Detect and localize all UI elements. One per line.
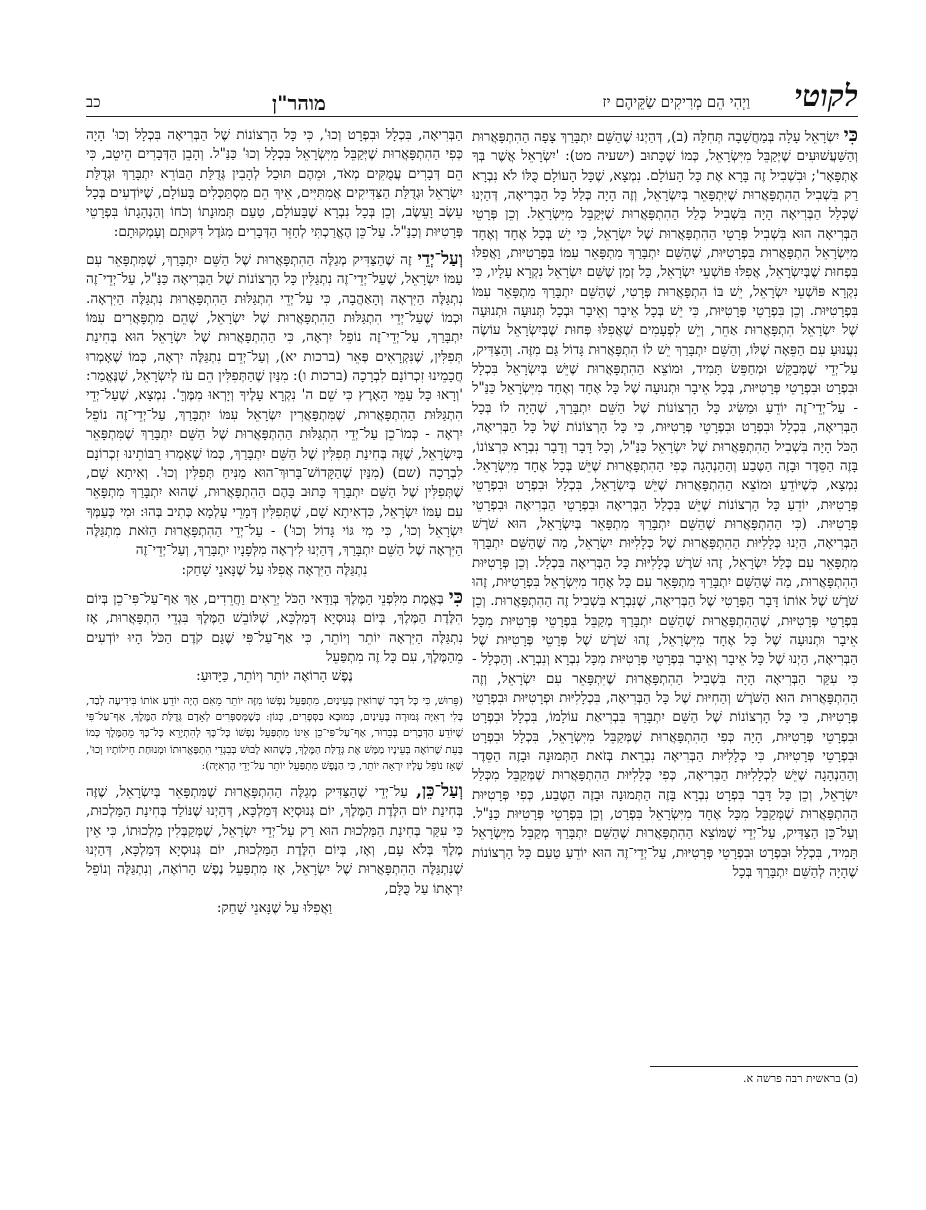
left-column bbox=[86, 126, 463, 1091]
paragraph-text: עַל־יְדֵי שֶׁהַצַּדִּיק מְגַלֶּה הַהִתְפָּאֲרוּת שֶׁמִּתְפָּאֵר בְּיִשְׂרָאֵל, שֶׁזֶּה בְּחִינַת יוֹם הִלֶּדֶת הַמֶּלֶךְ, יוֹם גְּנוּסְיָא דְּמַלְכָּא, דְּהַיְנוּ שֶׁנּוֹלַד בְּחִינַת הַמַּלְכוּת, כִּי עִקַּר בְּחִינַת הַמַּלְכוּת הוּא רַק עַל־יְדֵי יִשְׂרָאֵל, שֶׁמְּקַבְּלִין מַלְכוּתוֹ, כִּי אֵין מֶלֶךְ בְּלֹא עָם, וְאָז, בְּיוֹם הִלֶּדֶת הַמַּלְכוּת, יוֹם גְּנוּסְיָא דְּמַלְכָּא, דְּהַיְנוּ שֶׁנִּתְגַּלֶּה הַהִתְפָּאֲרוּת שֶׁל יִשְׂרָאֵל, אָז מִתְפַּעֵל נֶפֶשׁ הָרוֹאֶה, וְנִתְגַּלֶּה וְנוֹפֵל יִרְאָתוֹ עַל כֻּלָּם, bbox=[86, 784, 463, 897]
right-column bbox=[472, 126, 858, 1062]
book-title: לקוטי bbox=[794, 79, 858, 114]
header-rule bbox=[86, 116, 858, 117]
explanatory-note: (פֵּרוּשׁ, כִּי כָּל דָּבָר שֶׁרוֹאִין בְּעֵינַיִם, מִתְפַּעֵל נַפְשׁוֹ מִזֶּה יוֹתֵר מֵאִם הָיָה יוֹדֵעַ אוֹתוֹ בִּידִיעָה לְבַד, בְּלִי רְאִיָּה גְּמוּרָה בָּעֵינַיִם, כְּמוּבָא בַּסְּפָרִים, כְּגוֹן: כְּשֶׁמְּסַפְּרִים לְאָדָם גְּדֻלַּת הַמֶּלֶךְ, אַף־עַל־פִּי שֶׁיּוֹדֵעַ הַדְּבָרִים בְּבֵרוּר, אַף־עַל־פִּי־כֵן אֵינוֹ מִתְפַּעֵל נַפְשׁוֹ כָּל־כָּךְ לְהִתְיָרֵא כָּל־כָּךְ מֵהַמֶּלֶךְ כְּמוֹ בְּעֵת שֶׁרוֹאֶה בְּעֵינָיו מַמָּשׁ אֶת גְּדֻלַּת הַמֶּלֶךְ, כְּשֶׁהוּא לָבוּשׁ בְּבִגְדֵי הִתְפָּאֲרוּתוֹ וּמְנוּחַת חֵילוֹתָיו וְכוּ', שֶׁאָז נוֹפֵל עָלָיו יִרְאָה יוֹתֵר, כִּי הַנֶּפֶשׁ מִתְפַּעֵל יוֹתֵר עַל־יְדֵי הָרְאִיָּה): bbox=[86, 694, 463, 772]
running-head: וַיְהִי הֵם מְרִיקִים שַׂקֵּיהֶם יז bbox=[602, 93, 750, 111]
paragraph bbox=[86, 585, 463, 667]
paragraph-closing-line: וַאֲפִלּוּ עַל שֶׁנָּאנֵי שָׁחַק: bbox=[216, 900, 333, 917]
paragraph-text: יִשְׂרָאֵל עָלָה בְּמַחֲשָׁבָה תְּחִלָּה (ב), דְּהַיְנוּ שֶׁהַשֵּׁם יִתְבָּרַךְ צָפָה הַהִתְפָּאֲרוּת וְהַשַּׁעֲשׁוּעִים שֶׁיְּקַבֵּל מִיִּשְׂרָאֵל, כְּמוֹ שֶׁכָּתוּב (ישעיה מט): 'יִשְׂרָאֵל אֲשֶׁר בְּךָ אֶתְפָּאָר'; וּבִשְׁבִיל זֶה בָּרָא אֶת כָּל הָעוֹלָם. נִמְצָא, שֶׁכָּל הָעוֹלָם כֻּלּוֹ לֹא נִבְרָא רַק בִּשְׁבִיל הַהִתְפָּאֲרוּת שֶׁיִּתְפָּאֵר בְּיִשְׂרָאֵל, וְזֶה הָיָה כְּלַל כָּל הַבְּרִיאָה, דְּהַיְנוּ שֶׁכְּלַל הַבְּרִיאָה הָיָה בִּשְׁבִיל כְּלַל הַהִתְפָּאֲרוּת שֶׁיְּקַבֵּל מִיִּשְׂרָאֵל. וְכֵן פְּרָטֵי הַבְּרִיאָה הוּא בִּשְׁבִיל פְּרָטֵי הַהִתְפָּאֲרוּת שֶׁל יִשְׂרָאֵל, כִּי יֵשׁ בְּכָל אֶחָד וְאֶחָד מִיִּשְׂרָאֵל הִתְפָּאֲרוּת בִּפְרָטִיּוּת, שֶׁהַשֵּׁם יִתְבָּרַךְ מִתְפָּאֵר עִמּוֹ בִּפְרָטִיּוּת, וַאֲפִלּוּ בִּפְחוּת שֶׁבְּיִשְׂרָאֵל, אֲפִלּוּ פּוֹשְׁעֵי יִשְׂרָאֵל, כָּל זְמַן שֶׁשֵּׁם יִשְׂרָאֵל נִקְרָא עָלָיו, כִּי נִקְרָא פּוֹשְׁעֵי יִשְׂרָאֵל, יֵשׁ בּוֹ הִתְפָּאֲרוּת פְּרָטִי, שֶׁהַשֵּׁם יִתְבָּרַךְ מִתְפָּאֵר עִמּוֹ בִּפְרָטִיּוּת. וְכֵן בִּפְרָטֵי פְּרָטִיּוּת, כִּי יֵשׁ בְּכָל אֵיבָר וְאֵיבָר וּבְכָל תְּנוּעָה וּתְנוּעָה שֶׁל יִשְׂרָאֵל הִתְפָּאֲרוּת אַחֵר, וְיֵשׁ לִפְעָמִים שֶׁאֲפִלּוּ פְּחוּת שֶׁבְּיִשְׂרָאֵל עוֹשֶׂה נִעֲנוּעַ עִם הַפֵּאָה שֶׁלּוֹ, וְהַשֵּׁם יִתְבָּרַךְ יֵשׁ לוֹ הִתְפָּאֲרוּת גָּדוֹל גַּם מִזֶּה. וְהַצַּדִּיק, עַל־יְדֵי שֶׁמְּבַקֵּשׁ וּמְחַפֵּשׂ תָּמִיד, וּמוֹצֵא הַהִתְפָּאֲרוּת שֶׁיֵּשׁ בְּיִשְׂרָאֵל בִּכְלָל וּבִפְרָט וּבִפְרָטֵי פְּרָטִיּוּת, בְּכָל אֵיבָר וּתְנוּעָה שֶׁל כָּל אֶחָד וְאֶחָד מִיִּשְׂרָאֵל כַּנַּ"ל - עַל־יְדֵי־זֶה יוֹדֵעַ וּמַשִּׂיג כָּל הָרְצוֹנוֹת שֶׁל הַשֵּׁם יִתְבָּרַךְ, שֶׁהָיָה לוֹ בְּכָל הַבְּרִיאָה, בִּכְלָל וּבִפְרָט וּבִפְרָטֵי פְּרָטִיּוּת, כִּי כָּל הָרְצוֹנוֹת שֶׁל כָּל הַבְּרִיאָה, הַכֹּל הָיָה בִּשְׁבִיל הַהִתְפָּאֲרוּת שֶׁל יִשְׂרָאֵל כַּנַּ"ל, וְכָל דָּבָר וְדָבָר נִבְרָא כִּרְצוֹנוֹ, בָּזֶה הַסֵּדֶר וּבָזֶה הַטֶּבַע וְהַהַנְהָגָה כְּפִי הַהִתְפָּאֲרוּת שֶׁיֵּשׁ בְּכָל אֶחָד מִיִּשְׂרָאֵל. נִמְצָא, כְּשֶׁיּוֹדֵעַ וּמוֹצֵא הַהִתְפָּאֲרוּת שֶׁיֵּשׁ בְּיִשְׂרָאֵל, בִּכְלָל וּבִפְרָט וּבִפְרָטֵי פְּרָטִיּוּת, יוֹדֵעַ כָּל הָרְצוֹנוֹת שֶׁיֵּשׁ בִּכְלַל הַבְּרִיאָה וּבִפְרָטֵי הַבְּרִיאָה וּבִפְרָטֵי פְּרָטִיּוּת. (כִּי הַהִתְפָּאֲרוּת שֶׁהַשֵּׁם יִתְבָּרַךְ מִתְפָּאֵר בְּיִשְׂרָאֵל, הוּא שֹׁרֶשׁ הַבְּרִיאָה, הַיְנוּ כְּלָלִיּוּת הַהִתְפָּאֲרוּת שֶׁל כְּלָלִיּוּת יִשְׂרָאֵל, מַה שֶּׁהַשֵּׁם יִתְבָּרַךְ מִתְפָּאֵר עִם כְּלַל יִשְׂרָאֵל, זֶהוּ שֹׁרֶשׁ כְּלָלִיּוּת כָּל הַבְּרִיאָה בִּכְלָל. וְכֵן פְּרָטִיּוּת הַהִתְפָּאֲרוּת, מַה שֶּׁהַשֵּׁם יִתְבָּרַךְ מִתְפָּאֵר עִם כָּל אֶחָד מִיִּשְׂרָאֵל בִּפְרָטִיּוּת, זֶהוּ שֹׁרֶשׁ שֶׁל אוֹתוֹ דָּבָר הַפְּרָטִי שֶׁל הַבְּרִיאָה, שֶׁנִּבְרָא בִּשְׁבִיל זֶה הַהִתְפָּאֲרוּת. וְכֵן בִּפְרָטֵי פְּרָטִיּוּת, שֶׁהַהִתְפָּאֲרוּת שֶׁהַשֵּׁם יִתְבָּרַךְ מְקַבֵּל בִּפְרָטֵי פְּרָטִיּוּת מִכָּל אֵיבָר וּתְנוּעָה שֶׁל כָּל אֶחָד מִיִּשְׂרָאֵל, זֶהוּ שֹׁרֶשׁ שֶׁל פְּרָטֵי פְּרָטִיּוּת שֶׁל הַבְּרִיאָה, הַיְנוּ שֶׁל כָּל אֵיבָר וְאֵיבָר בִּפְרָטֵי פְּרָטִיּוּת מִכָּל נִבְרָא וְנִבְרָא. וְהַכְּלָל - כִּי עִקַּר הַבְּרִיאָה הָיָה בִּשְׁבִיל הַהִתְפָּאֲרוּת שֶׁיִּתְפָּאֵר עִם יִשְׂרָאֵל, וְזֶה הַהִתְפָּאֲרוּת הוּא הַשֹּׁרֶשׁ וְהַחִיּוּת שֶׁל כָּל הַבְּרִיאָה, בִּכְלָלִיּוּת וּפְרָטִיּוּת וּבִפְרָטֵי פְּרָטִיּוּת, כִּי כָּל הָרְצוֹנוֹת שֶׁל הַשֵּׁם יִתְבָּרַךְ בִּבְרִיאַת עוֹלָמוֹ, בִּכְלָל וּבִפְרָט וּבִפְרָטֵי פְּרָטִיּוּת, הָיָה כְּפִי הַהִתְפָּאֲרוּת שֶׁמְּקַבֵּל מִיִּשְׂרָאֵל, בִּכְלָל וּבִפְרָט וּבִפְרָטֵי פְּרָטִיּוּת, כִּי כְּלָלִיּוּת הַבְּרִיאָה נִבְרֵאת בְּזֹאת הַתְּמוּנָה וּבָזֶה הַסֵּדֶר וְהַהַנְהָגָה שֶׁיֵּשׁ לִכְלָלִיּוּת הַבְּרִיאָה, כְּפִי כְּלָלִיּוּת הַהִתְפָּאֲרוּת שֶׁמְּקַבֵּל מִכְּלַל יִשְׂרָאֵל, וְכֵן כָּל דָּבָר בִּפְרָט נִבְרָא בָּזֶה הַתְּמוּנָה וּבָזֶה הַטֶּבַע, כְּפִי פְּרָטִיּוּת הַהִתְפָּאֲרוּת שֶׁמְּקַבֵּל מִכָּל אֶחָד מִיִּשְׂרָאֵל בִּפְרָט, וְכֵן בִּפְרָטֵי פְּרָטִיּוּת כַּנַּ"ל. וְעַל־כֵּן הַצַּדִּיק, עַל־יְדֵי שֶׁמּוֹצֵא הַהִתְפָּאֲרוּת שֶׁהַשֵּׁם יִתְבָּרַךְ מְקַבֵּל מִיִּשְׂרָאֵל תָּמִיד, בִּכְלָל וּבִפְרָט וּבִפְרָטֵי פְּרָטִיּוּת, עַל־יְדֵי־זֶה הוּא יוֹדֵעַ טַעַם כָּל הָרְצוֹנוֹת שֶׁהָיָה לְהַשֵּׁם יִתְבָּרַךְ בְּכָל bbox=[472, 129, 858, 881]
section-lead-word: וְעַל־יְדֵי bbox=[417, 249, 463, 270]
section-lead-word: כִּי bbox=[448, 585, 463, 608]
section-lead-word: וְעַל־כֵּן, bbox=[416, 781, 463, 802]
paragraph: הַבְּרִיאָה, בִּכְלָל וּבִפְרָט וְכוּ', כִּי כָּל הָרְצוֹנוֹת שֶׁל הַבְּרִיאָה בִּכְלָל וְכוּ' הָיָה כְּפִי הַהִתְפָּאֲרוּת שֶׁיְּקַבֵּל מִיִּשְׂרָאֵל בִּכְלָל וְכוּ' כַּנַּ"ל. וְהָבֵן הַדְּבָרִים הֵיטֵב, כִּי הֵם דְּבָרִים עֲמֻקִּים מְאֹד, וּמֵהֶם תּוּכַל לְהָבִין גְּדֻלַּת הַבּוֹרֵא יִתְבָּרַךְ וּגְדֻלַּת יִשְׂרָאֵל וּגְדֻלַּת הַצַּדִּיקִים אֲמִתִּיִּים, אֵיךְ הֵם מִסְתַּכְּלִים בָּעוֹלָם, שֶׁיּוֹדְעִים בְּכָל עֵשֶׂב וָעֵשֶׂב, וְכֵן בְּכָל נִבְרָא שֶׁבָּעוֹלָם, טַעַם תְּמוּנָתוֹ וְכֹחוֹ וְהַנְהָגָתוֹ בִּפְרָטֵי פְּרָטִיּוּת וְכַנַּ"ל. עַל־כֵּן הֶאֱרַכְתִּי לְחַזֵּר הַדְּבָרִים מִגֹּדֶל דִּקּוּתָם וְעָמְקוּתָם: bbox=[86, 127, 463, 240]
paragraph-closing-line: נִתְגַּלֶּה הַיִּרְאָה אֲפִלּוּ עַל שֶׁנָּאנֵי שָׁחַק: bbox=[181, 561, 368, 578]
book-title-part: מוהר"ן bbox=[272, 91, 326, 115]
paragraph-text: בֶּאֱמֶת מִלִּפְנֵי הַמֶּלֶךְ בְּוַדַּאי הַכֹּל יְרֵאִים וַחֲרֵדִים, אַךְ אַף־עַל־פִּי־כֵן בְּיוֹם הִלֶּדֶת הַמֶּלֶךְ, בְּיוֹם גְּנוּסְיָא דְּמַלְכָּא, שֶׁלּוֹבֵשׁ הַמֶּלֶךְ בִּגְדֵי הִתְפָּאֲרוּת, אָז נִתְגַּלֶּה הַיִּרְאָה יוֹתֵר וְיוֹתֵר, כִּי אַף־עַל־פִּי שֶׁגַּם קֹדֶם הַכֹּל הָיוּ יוֹדְעִים מֵהַמֶּלֶךְ, עִם כָּל זֶה מִתְפַּעֵל bbox=[86, 590, 463, 665]
paragraph-closing-line: נֶפֶשׁ הָרוֹאֶה יוֹתֵר וְיוֹתֵר, כַּיָּדוּעַ: bbox=[196, 668, 353, 685]
paragraph bbox=[86, 782, 463, 899]
spacer bbox=[86, 774, 463, 782]
footnote: (ב) בראשית רבה פרשה א. bbox=[743, 1072, 858, 1085]
paragraph bbox=[86, 250, 463, 561]
footnote-rule bbox=[650, 1066, 858, 1067]
paragraph-text: זֶה שֶׁהַצַּדִּיק מְגַלֶּה הַהִתְפָּאֲרוּת שֶׁל הַשֵּׁם יִתְבָּרַךְ, שֶׁמִּתְפָּאֵר עִם עַמּוֹ יִשְׂרָאֵל, שֶׁעַל־יְדֵי־זֶה נִתְגַּלִּין כָּל הָרְצוֹנוֹת שֶׁל הַבְּרִיאָה כַּנַּ"ל, עַל־יְדֵי־זֶה נִתְגַּלֶּה הַיִּרְאָה וְהָאַהֲבָה, כִּי עַל־יְדֵי הִתְגַּלּוּת הַהִתְפָּאֲרוּת נִתְגַּלֶּה הַיִּרְאָה. וּכְמוֹ שֶׁעַל־יְדֵי הִתְגַּלּוּת הַהִתְפָּאֲרוּת שֶׁל יִשְׂרָאֵל, שֶׁהֵם מִתְפָּאֲרִים עִמּוֹ יִתְבָּרַךְ, עַל־יְדֵי־זֶה נוֹפֵל יִרְאָה, כִּי הַהִתְפָּאֲרוּת שֶׁל יִשְׂרָאֵל הוּא בְּחִינַת תְּפִלִּין, שֶׁנִּקְרָאִים פְּאֵר (ברכות יא), וְעַל־יְדֵם נִתְגַּלֶּה יִרְאָה, כְּמוֹ שֶׁאָמְרוּ חֲכָמֵינוּ זִכְרוֹנָם לִבְרָכָה (ברכות ו): מִנַּיִן שֶׁהַתְּפִלִּין הֵם עֹז לְיִשְׂרָאֵל, שֶׁנֶּאֱמַר: 'וְרָאוּ כָּל עַמֵּי הָאָרֶץ כִּי שֵׁם ה' נִקְרָא עָלֶיךָ וְיָרְאוּ מִמֶּךָּ'. נִמְצָא, שֶׁעַל־יְדֵי הִתְגַּלּוּת הַהִתְפָּאֲרוּת, שֶׁמִּתְפָּאֲרִין יִשְׂרָאֵל עִמּוֹ יִתְבָּרַךְ, עַל־יְדֵי־זֶה נוֹפֵל יִרְאָה - כְּמוֹ־כֵן עַל־יְדֵי הִתְגַּלּוּת הַהִתְפָּאֲרוּת שֶׁל הַשֵּׁם יִתְבָּרַךְ שֶׁמִּתְפָּאֵר בְּיִשְׂרָאֵל, שֶׁזֶּה בְּחִינַת תְּפִלִּין שֶׁל הַשֵּׁם יִתְבָּרַךְ, כְּמוֹ שֶׁאָמְרוּ רַבּוֹתֵינוּ זִכְרוֹנָם לִבְרָכָה (שם) (מִנַּיִן שֶׁהַקָּדוֹשׁ־בָּרוּךְ־הוּא מַנִּיחַ תְּפִלִּין וְכוּ'. וְאִיתָא שָׁם, שֶׁתְּפִלִּין שֶׁל הַשֵּׁם יִתְבָּרַךְ כָּתוּב בָּהֶם הַהִתְפָּאֲרוּת, שֶׁהוּא יִתְבָּרַךְ מִתְפָּאֵר עִם עַמּוֹ יִשְׂרָאֵל, כִּדְאִיתָא שָׁם, שֶׁתְּפִלִּין דְּמָרֵי עָלְמָא כְּתִיב בְּהוּ: וּמִי כְּעַמְּךָ יִשְׂרָאֵל וְכוּ', כִּי מִי גּוֹי גָּדוֹל וְכוּ') - עַל־יְדֵי הַהִתְפָּאֲרוּת הַזֹּאת מִתְגַּלֶּה הַיִּרְאָה שֶׁל הַשֵּׁם יִתְבָּרַךְ, דְּהַיְנוּ לִירְאָה מִלְּפָנָיו יִתְבָּרַךְ, וְעַל־יְדֵי־זֶה bbox=[86, 252, 463, 559]
page-number: כב bbox=[86, 93, 101, 111]
spacer bbox=[86, 242, 463, 250]
paragraph bbox=[472, 126, 858, 882]
spacer bbox=[86, 580, 463, 588]
section-lead-word: כִּי bbox=[843, 126, 858, 146]
